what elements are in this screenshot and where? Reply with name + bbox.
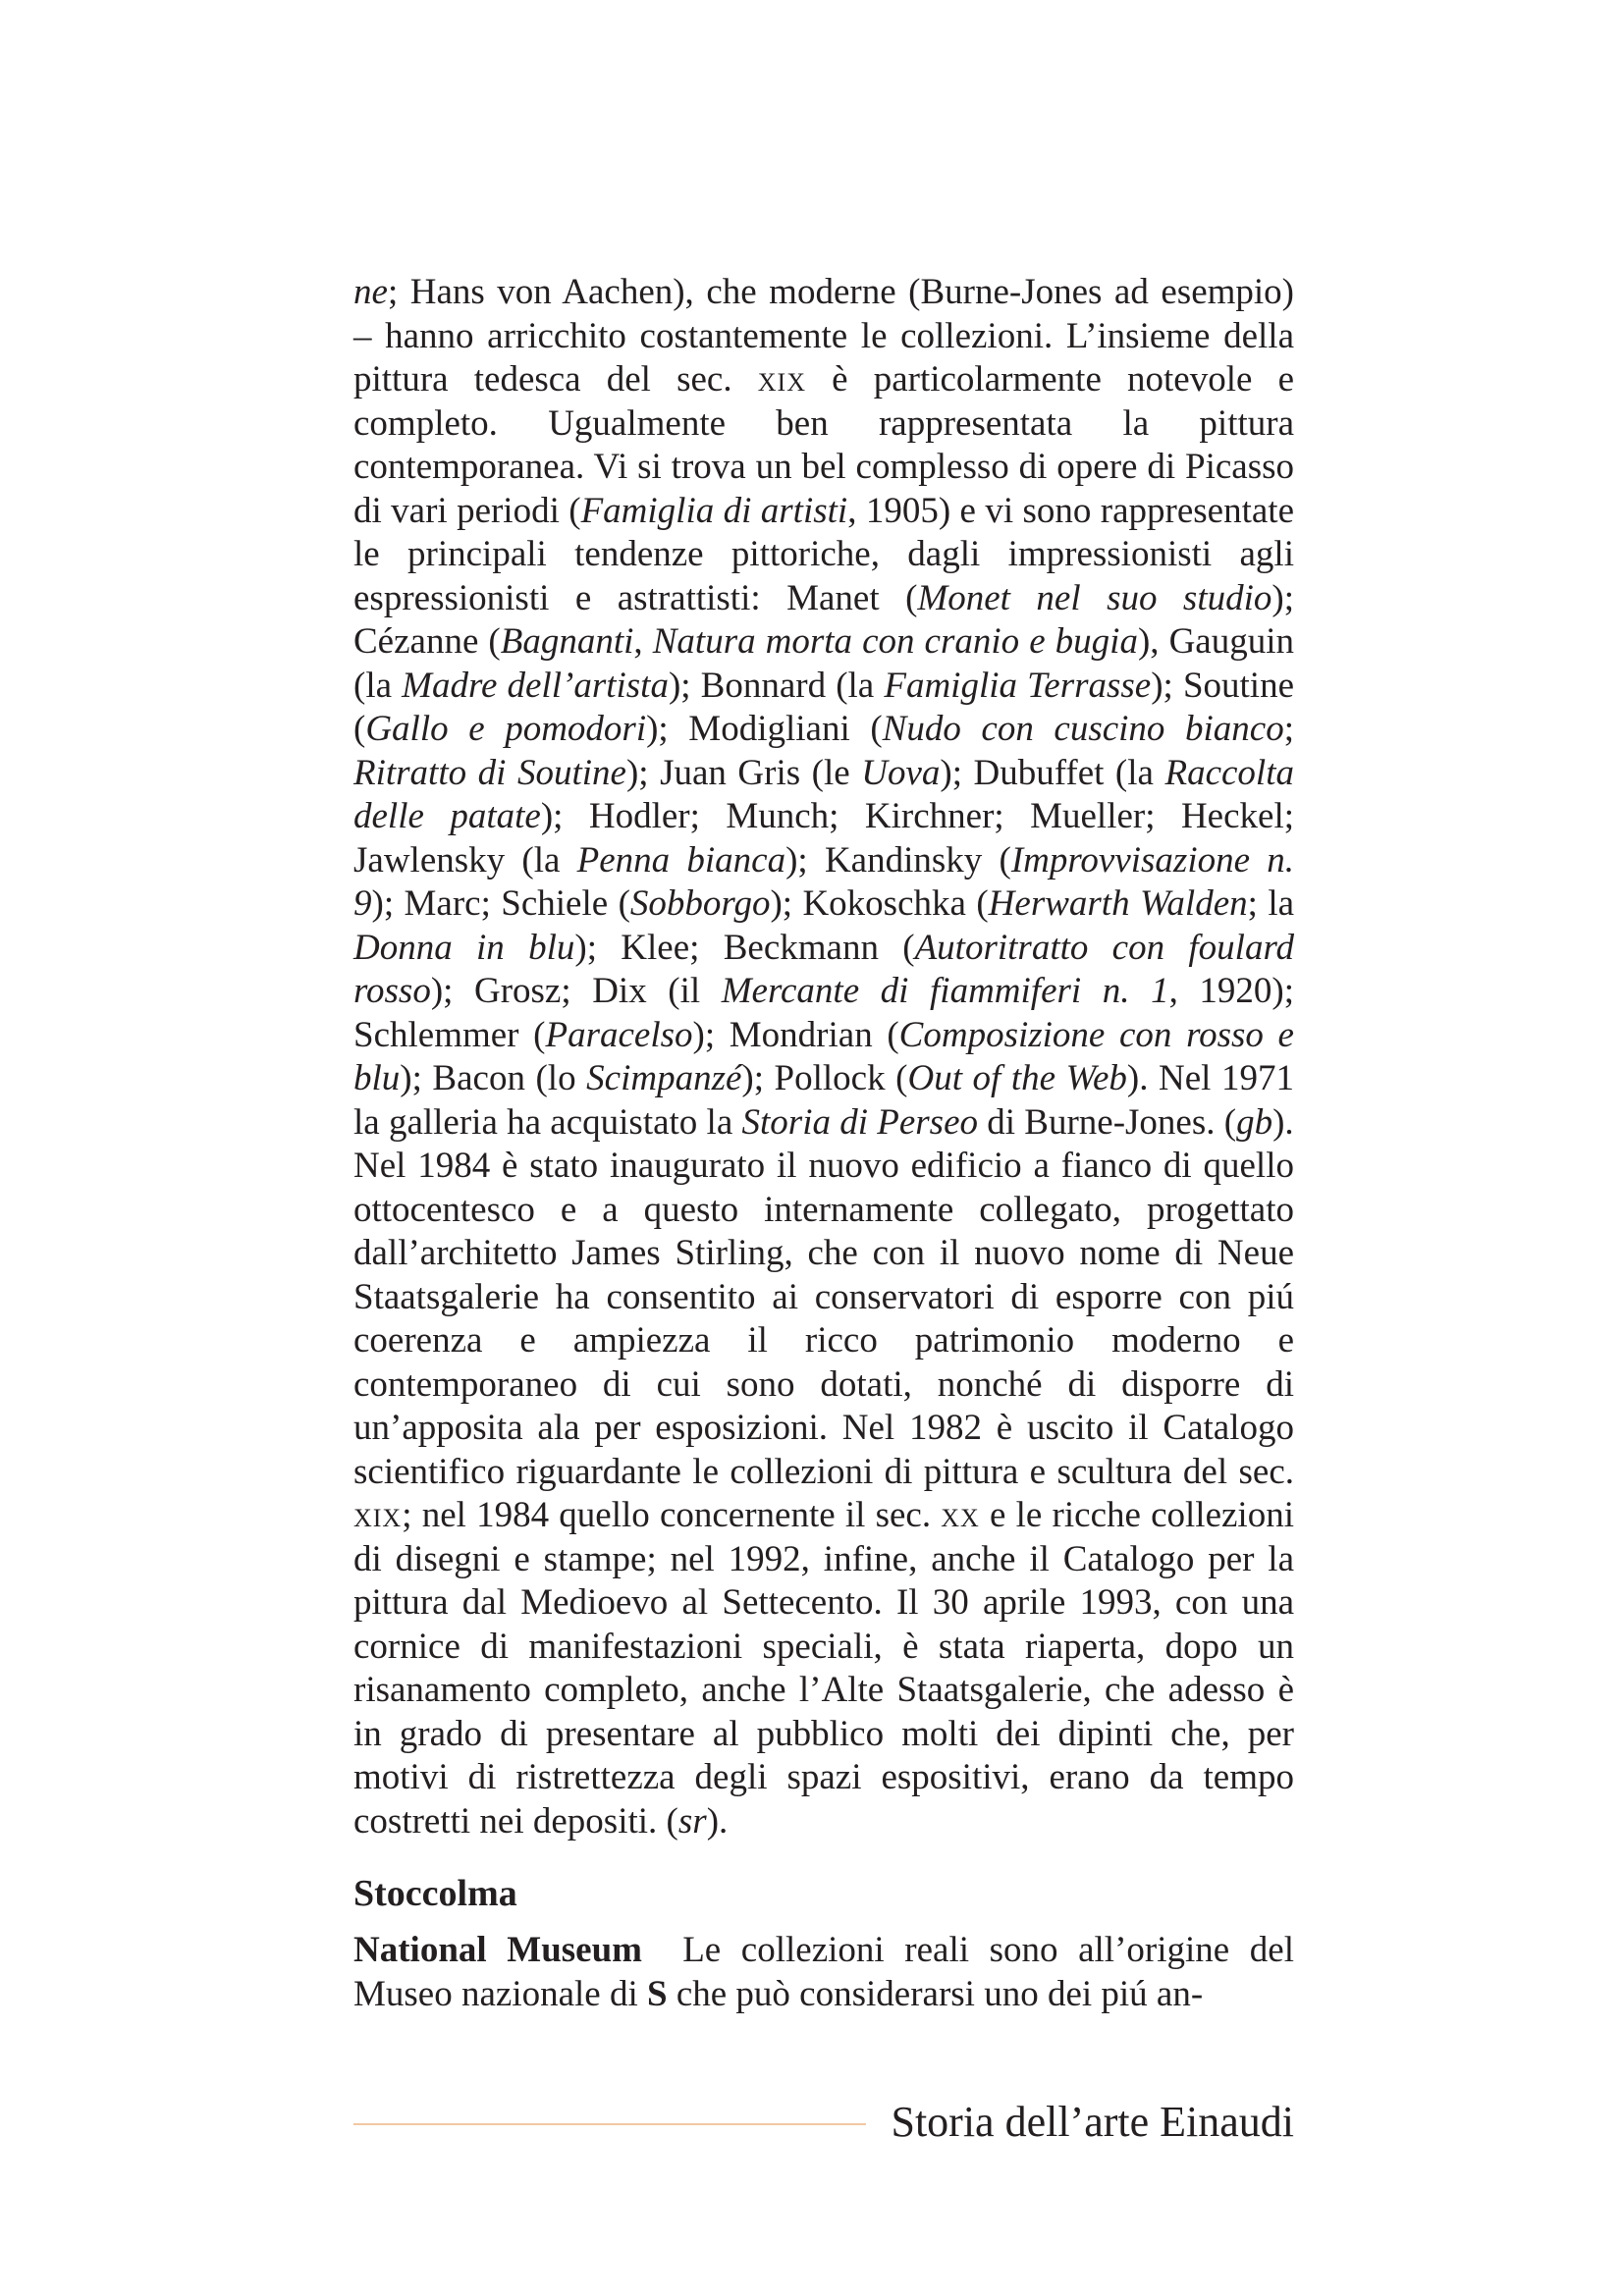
italic-run: Storia di Perseo <box>741 1101 978 1143</box>
text-run: , <box>633 621 653 662</box>
text-run: ); Klee; Beckmann ( <box>574 927 915 968</box>
text-run: ; nel 1984 quello concernente il sec. <box>402 1495 942 1535</box>
text-run: ); Bonnard (la <box>668 665 885 706</box>
text-run: ); Bacon (lo <box>400 1058 587 1098</box>
text-run: e le ricche collezioni di disegni e stampe; nel 1992, infine, anche il Catalogo per la pittura dal Medioevo al Settecento. Il 30 aprile 1993, con una cornice di manifestazioni speciali, è stata riaperta, dopo un risanamento completo, anche l’Alte Staatsgalerie, che adesso è in grado di presentare al pubblico molti dei dipinti che, per motivi di ristrettezza degli spazi espositivi, erano da tempo costretti nei depositi. ( <box>353 1495 1294 1842</box>
paragraph-2 <box>353 1145 1294 1843</box>
italic-run: Famiglia Terrasse <box>884 665 1152 706</box>
italic-run: Donna in blu <box>353 927 575 968</box>
museum-name: National Museum <box>353 1930 642 1970</box>
text-run: è particolarmente notevole e completo. Ugualmente ben rappresentata la pittura contemporanea. Vi si trova un bel complesso di opere di Picasso di vari periodi ( <box>353 359 1294 531</box>
italic-run: Monet nel suo studio <box>917 577 1272 618</box>
italic-run: Gallo e pomodori <box>365 709 647 749</box>
text-run: ), Gauguin (la <box>353 621 1295 706</box>
paragraph-1 <box>353 271 1294 1145</box>
museum-text-1: Le collezioni reali sono all’origine del Museo nazionale di <box>353 1930 1304 2014</box>
italic-run: Sobborgo <box>629 883 771 924</box>
italic-run: Famiglia di artisti <box>580 490 848 531</box>
italic-run: Herwarth Walden <box>988 883 1248 924</box>
italic-run: Ritratto di Soutine <box>353 752 626 793</box>
museum-paragraph <box>353 1929 1304 2016</box>
italic-run: sr <box>677 1800 707 1842</box>
main-text <box>353 271 1294 1843</box>
text-run: ); Hodler; Munch; Kirchner; Mueller; Heckel; Jawlensky (la <box>353 796 1295 881</box>
italic-run: Madre dell’artista <box>402 665 669 706</box>
small-caps-run: xix <box>757 359 806 400</box>
text-run: ). Nel 1971 la galleria ha acquistato la <box>353 1058 1294 1143</box>
text-run: ); Cézanne ( <box>353 577 1294 662</box>
italic-run: Bagnanti <box>500 621 634 662</box>
text-run: ; la <box>1247 883 1295 924</box>
section-heading: Stoccolma <box>353 1873 517 1914</box>
text-run: ). <box>1272 1101 1294 1143</box>
text-run: , 1920); Schlemmer ( <box>353 971 1294 1055</box>
italic-run: Natura morta con cranio e bugia <box>652 621 1138 662</box>
text-run: ); Modigliani ( <box>646 709 883 749</box>
italic-run: Raccolta delle patate <box>353 752 1294 836</box>
footer-title: Storia dell’arte Einaudi <box>891 2098 1294 2146</box>
text-run: ; Hans von Aachen), che moderne (Burne-Jones ad esempio) – hanno arricchito costantemente le collezioni. L’insieme della pittura tedesca del sec. <box>353 272 1294 400</box>
italic-run: Improvvisazione n. 9 <box>353 839 1295 924</box>
italic-run: ne <box>353 272 388 312</box>
text-run: ); Kandinsky ( <box>785 839 1011 881</box>
text-run: di Burne-Jones. ( <box>978 1101 1237 1143</box>
italic-run: Autoritratto con foulard rosso <box>353 927 1294 1011</box>
text-run: ; <box>1283 709 1294 749</box>
italic-run: Scimpanzé <box>586 1058 742 1098</box>
italic-run: gb <box>1236 1101 1273 1143</box>
italic-run: Mercante di fiammiferi n. 1 <box>721 971 1169 1011</box>
small-caps-run: xix <box>353 1495 403 1535</box>
italic-run: Uova <box>861 752 941 793</box>
text-run: ); Grosz; Dix (il <box>430 971 722 1011</box>
text-run: ). <box>706 1800 729 1842</box>
italic-run: Out of the Web <box>907 1058 1127 1098</box>
text-run: ); Soutine ( <box>353 665 1294 749</box>
footer-rule <box>353 2123 866 2125</box>
italic-run: Paracelso <box>545 1014 693 1055</box>
text-run: ); Kokoschka ( <box>770 883 989 924</box>
text-run: , 1905) e vi sono rappresentate le principali tendenze pittoriche, dagli impressionisti agli espressionisti e astrattisti: Manet ( <box>353 490 1294 618</box>
italic-run: Nudo con cuscino bianco <box>882 709 1284 749</box>
text-run: ); Dubuffet (la <box>940 752 1165 793</box>
text-run: ); Juan Gris (le <box>625 752 862 793</box>
text-run: ); Mondrian ( <box>692 1014 899 1055</box>
museum-text-2: che può considerarsi uno dei piú an- <box>667 1973 1204 2014</box>
text-run: ); Marc; Schiele ( <box>371 883 630 924</box>
text-run: ); Pollock ( <box>741 1058 908 1098</box>
italic-run: Penna bianca <box>576 839 786 881</box>
text-run: Nel 1984 è stato inaugurato il nuovo edificio a fianco di quello ottocentesco e a questo internamente collegato, progettato dall’architetto James Stirling, che con il nuovo nome di Neue Staatsgalerie ha consentito ai conservatori di esporre con piú coerenza e ampiezza il ricco patrimonio moderno e contemporaneo di cui sono dotati, nonché di disporre di un’apposita ala per esposizioni. Nel 1982 è uscito il Catalogo scientifico riguardante le collezioni di pittura e scultura del sec. <box>353 1146 1294 1492</box>
museum-bold-letter: S <box>647 1973 668 2014</box>
small-caps-run: xx <box>941 1495 980 1535</box>
italic-run: Composizione con rosso e blu <box>353 1014 1294 1098</box>
